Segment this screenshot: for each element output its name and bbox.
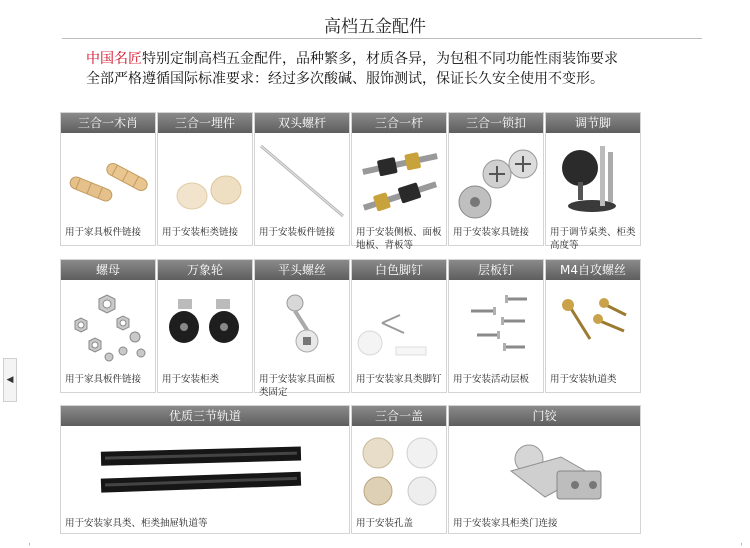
product-card-double-screw[interactable]	[254, 112, 350, 246]
product-card-caster[interactable]	[157, 259, 253, 393]
product-caption: 用于安装家具面板	[259, 374, 336, 385]
product-caption: 用于安装家具链接	[453, 227, 530, 238]
product-card-shelf-pin[interactable]	[448, 259, 544, 393]
product-caption-line-2: 类固定	[259, 387, 288, 398]
caster-wheel-icon	[158, 281, 252, 373]
product-card-drawer-slide[interactable]	[60, 405, 350, 534]
product-card-nut[interactable]	[60, 259, 156, 393]
shelf-pin-icon	[449, 281, 543, 373]
product-name: 三合一埋件	[158, 113, 252, 133]
corner-mark-left: ˌ	[28, 536, 31, 547]
connector-rod-icon	[352, 134, 446, 226]
product-name: 万象轮	[158, 260, 252, 280]
product-name: 三合一杆	[352, 113, 446, 133]
white-nail-icon	[352, 281, 446, 373]
product-caption: 用于安装孔盖	[356, 518, 414, 529]
leveling-foot-icon	[546, 134, 640, 226]
left-arrow-icon: ◀	[6, 375, 14, 385]
cover-cap-icon	[352, 427, 446, 517]
product-name: 三合一木肖	[61, 113, 155, 133]
product-card-white-nail[interactable]	[351, 259, 447, 393]
intro-line-2: 全部严格遵循国际标准要求：经过多次酸碱、服饰测试，保证长久安全使用不变形。	[86, 71, 604, 87]
wood-dowel-icon	[61, 134, 155, 226]
page-title: 高档五金配件	[324, 17, 426, 37]
product-card-m4-screw[interactable]	[545, 259, 641, 393]
product-caption-line-2: 地板、背板等	[356, 240, 414, 251]
nut-icon	[61, 281, 155, 373]
product-caption: 用于安装家具类、柜类抽屉轨道等	[65, 518, 208, 529]
cam-lock-icon	[449, 134, 543, 226]
product-card-cam-lock[interactable]	[448, 112, 544, 246]
product-name: 螺母	[61, 260, 155, 280]
collapse-arrow-button[interactable]	[3, 358, 17, 402]
product-caption: 用于安装轨道类	[550, 374, 617, 385]
product-card-wood-dowel[interactable]	[60, 112, 156, 246]
product-card-leveling-foot[interactable]	[545, 112, 641, 251]
corner-mark-right: ˌ	[740, 536, 743, 547]
product-caption: 用于家具板件链接	[65, 227, 142, 238]
hinge-icon	[449, 427, 640, 517]
product-caption: 用于家具板件链接	[65, 374, 142, 385]
product-caption: 用于安装活动层板	[453, 374, 530, 385]
product-caption: 用于安装家具柜类门连接	[453, 518, 558, 529]
product-name: 门铰	[449, 406, 640, 426]
intro-line-1: 特别定制高档五金配件，品种繁多，材质各异，为包租不同功能性雨装饰要求	[142, 51, 618, 67]
product-caption: 用于安装板件链接	[259, 227, 336, 238]
product-name: 三合一盖	[352, 406, 446, 426]
product-card-embed-nut[interactable]	[157, 112, 253, 246]
embed-nut-icon	[158, 134, 252, 226]
product-caption: 用于调节桌类、柜类	[550, 227, 636, 238]
product-name: 调节脚	[546, 113, 640, 133]
product-caption-line-2: 高度等	[550, 240, 579, 251]
product-caption: 用于安装家具类脚钉	[356, 374, 442, 385]
product-card-connector-rod[interactable]	[351, 112, 447, 251]
product-name: 白色脚钉	[352, 260, 446, 280]
product-card-hinge[interactable]	[448, 405, 641, 534]
brand-name: 中国名匠	[86, 51, 142, 67]
product-name: M4自攻螺丝	[546, 260, 640, 280]
product-caption: 用于安装柜类链接	[162, 227, 239, 238]
intro-text	[86, 49, 696, 89]
product-name: 双头螺杆	[255, 113, 349, 133]
product-name: 平头螺丝	[255, 260, 349, 280]
drawer-slide-icon	[61, 427, 349, 517]
m4-screw-icon	[546, 281, 640, 373]
title-divider	[62, 38, 702, 39]
product-caption: 用于安装柜类	[162, 374, 220, 385]
flat-screw-icon	[255, 281, 349, 373]
product-name: 三合一锁扣	[449, 113, 543, 133]
product-name: 优质三节轨道	[61, 406, 349, 426]
product-name: 层板钉	[449, 260, 543, 280]
product-caption: 用于安装侧板、面板	[356, 227, 442, 238]
product-card-flat-screw[interactable]	[254, 259, 350, 398]
double-screw-icon	[255, 134, 349, 226]
product-card-cover-cap[interactable]	[351, 405, 447, 534]
